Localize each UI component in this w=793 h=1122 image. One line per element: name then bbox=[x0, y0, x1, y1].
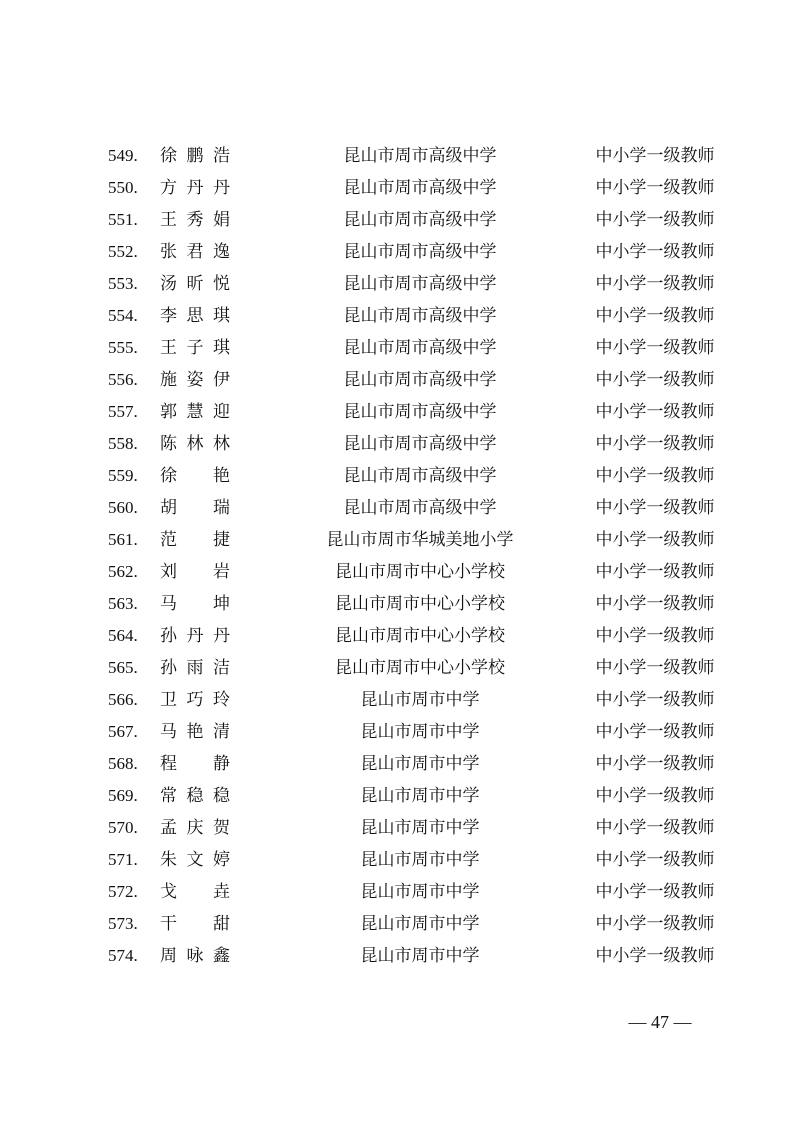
row-number: 559. bbox=[108, 466, 138, 485]
table-row bbox=[0, 268, 793, 300]
teacher-name: 孙 雨 洁 bbox=[160, 658, 230, 678]
school-name: 昆山市周市高级中学 bbox=[343, 178, 497, 198]
teacher-title: 中小学一级教师 bbox=[595, 754, 715, 774]
school-name: 昆山市周市中学 bbox=[360, 722, 480, 742]
row-number: 561. bbox=[108, 530, 138, 549]
teacher-title: 中小学一级教师 bbox=[595, 146, 715, 166]
teacher-title: 中小学一级教师 bbox=[595, 274, 715, 294]
teacher-name: 徐 鹏 浩 bbox=[160, 146, 230, 166]
school-name: 昆山市周市中心小学校 bbox=[335, 626, 505, 646]
school-name: 昆山市周市中心小学校 bbox=[335, 658, 505, 678]
row-number: 556. bbox=[108, 370, 138, 389]
table-row bbox=[0, 204, 793, 236]
teacher-name: 孙 丹 丹 bbox=[160, 626, 230, 646]
teacher-title: 中小学一级教师 bbox=[595, 946, 715, 966]
teacher-name: 程 静 bbox=[160, 754, 230, 774]
row-number: 550. bbox=[108, 178, 138, 197]
row-number: 565. bbox=[108, 658, 138, 677]
teacher-name: 戈 垚 bbox=[160, 882, 230, 902]
table-row bbox=[0, 140, 793, 172]
table-row bbox=[0, 620, 793, 652]
teacher-name: 刘 岩 bbox=[160, 562, 230, 582]
school-name: 昆山市周市中学 bbox=[360, 914, 480, 934]
teacher-name: 王 秀 娟 bbox=[160, 210, 230, 230]
teacher-name: 汤 昕 悦 bbox=[160, 274, 230, 294]
school-name: 昆山市周市中学 bbox=[360, 754, 480, 774]
teacher-title: 中小学一级教师 bbox=[595, 626, 715, 646]
row-number: 551. bbox=[108, 210, 138, 229]
table-row bbox=[0, 172, 793, 204]
teacher-name: 孟 庆 贺 bbox=[160, 818, 230, 838]
table-row bbox=[0, 780, 793, 812]
teacher-title: 中小学一级教师 bbox=[595, 370, 715, 390]
teacher-title: 中小学一级教师 bbox=[595, 178, 715, 198]
school-name: 昆山市周市高级中学 bbox=[343, 306, 497, 326]
row-number: 564. bbox=[108, 626, 138, 645]
teacher-name: 马 艳 清 bbox=[160, 722, 230, 742]
teacher-name: 干 甜 bbox=[160, 914, 230, 934]
row-number: 567. bbox=[108, 722, 138, 741]
row-number: 549. bbox=[108, 146, 138, 165]
table-row bbox=[0, 908, 793, 940]
teacher-name: 朱 文 婷 bbox=[160, 850, 230, 870]
teacher-name: 陈 林 林 bbox=[160, 434, 230, 454]
school-name: 昆山市周市高级中学 bbox=[343, 338, 497, 358]
row-number: 572. bbox=[108, 882, 138, 901]
table-row bbox=[0, 428, 793, 460]
row-number: 558. bbox=[108, 434, 138, 453]
teacher-title: 中小学一级教师 bbox=[595, 594, 715, 614]
teacher-name: 周 咏 鑫 bbox=[160, 946, 230, 966]
school-name: 昆山市周市高级中学 bbox=[343, 274, 497, 294]
row-number: 571. bbox=[108, 850, 138, 869]
table-row bbox=[0, 812, 793, 844]
teacher-title: 中小学一级教师 bbox=[595, 466, 715, 486]
row-number: 555. bbox=[108, 338, 138, 357]
table-row bbox=[0, 460, 793, 492]
teacher-name: 方 丹 丹 bbox=[160, 178, 230, 198]
teacher-title: 中小学一级教师 bbox=[595, 850, 715, 870]
table-row bbox=[0, 940, 793, 972]
row-number: 566. bbox=[108, 690, 138, 709]
teacher-title: 中小学一级教师 bbox=[595, 338, 715, 358]
school-name: 昆山市周市中学 bbox=[360, 786, 480, 806]
teacher-title: 中小学一级教师 bbox=[595, 306, 715, 326]
school-name: 昆山市周市中学 bbox=[360, 850, 480, 870]
row-number: 562. bbox=[108, 562, 138, 581]
teacher-name: 王 子 琪 bbox=[160, 338, 230, 358]
table-row bbox=[0, 492, 793, 524]
row-number: 554. bbox=[108, 306, 138, 325]
teacher-name: 范 捷 bbox=[160, 530, 230, 550]
teacher-title: 中小学一级教师 bbox=[595, 690, 715, 710]
table-row bbox=[0, 364, 793, 396]
row-number: 573. bbox=[108, 914, 138, 933]
teacher-title: 中小学一级教师 bbox=[595, 818, 715, 838]
school-name: 昆山市周市中心小学校 bbox=[335, 562, 505, 582]
school-name: 昆山市周市华城美地小学 bbox=[326, 530, 514, 550]
row-number: 553. bbox=[108, 274, 138, 293]
table-row bbox=[0, 684, 793, 716]
teacher-name: 胡 瑞 bbox=[160, 498, 230, 518]
teacher-name: 施 姿 伊 bbox=[160, 370, 230, 390]
school-name: 昆山市周市高级中学 bbox=[343, 434, 497, 454]
table-row bbox=[0, 652, 793, 684]
teacher-title: 中小学一级教师 bbox=[595, 562, 715, 582]
school-name: 昆山市周市中学 bbox=[360, 690, 480, 710]
teacher-title: 中小学一级教师 bbox=[595, 530, 715, 550]
school-name: 昆山市周市中心小学校 bbox=[335, 594, 505, 614]
row-number: 569. bbox=[108, 786, 138, 805]
table-row bbox=[0, 588, 793, 620]
teacher-name: 卫 巧 玲 bbox=[160, 690, 230, 710]
teacher-title: 中小学一级教师 bbox=[595, 402, 715, 422]
table-row bbox=[0, 556, 793, 588]
row-number: 570. bbox=[108, 818, 138, 837]
teacher-title: 中小学一级教师 bbox=[595, 914, 715, 934]
teacher-title: 中小学一级教师 bbox=[595, 210, 715, 230]
school-name: 昆山市周市高级中学 bbox=[343, 210, 497, 230]
teacher-title: 中小学一级教师 bbox=[595, 498, 715, 518]
school-name: 昆山市周市高级中学 bbox=[343, 146, 497, 166]
teacher-name: 马 坤 bbox=[160, 594, 230, 614]
teacher-name: 张 君 逸 bbox=[160, 242, 230, 262]
teacher-title: 中小学一级教师 bbox=[595, 722, 715, 742]
row-number: 552. bbox=[108, 242, 138, 261]
school-name: 昆山市周市高级中学 bbox=[343, 498, 497, 518]
teacher-name: 常 稳 稳 bbox=[160, 786, 230, 806]
table-row bbox=[0, 748, 793, 780]
table-row bbox=[0, 844, 793, 876]
teacher-title: 中小学一级教师 bbox=[595, 658, 715, 678]
row-number: 560. bbox=[108, 498, 138, 517]
row-number: 557. bbox=[108, 402, 138, 421]
teacher-title: 中小学一级教师 bbox=[595, 786, 715, 806]
table-row bbox=[0, 524, 793, 556]
teacher-title: 中小学一级教师 bbox=[595, 242, 715, 262]
row-number: 563. bbox=[108, 594, 138, 613]
teacher-name: 李 思 琪 bbox=[160, 306, 230, 326]
teacher-list bbox=[0, 140, 793, 972]
school-name: 昆山市周市中学 bbox=[360, 818, 480, 838]
table-row bbox=[0, 876, 793, 908]
school-name: 昆山市周市高级中学 bbox=[343, 466, 497, 486]
school-name: 昆山市周市高级中学 bbox=[343, 370, 497, 390]
table-row bbox=[0, 332, 793, 364]
table-row bbox=[0, 236, 793, 268]
table-row bbox=[0, 716, 793, 748]
teacher-title: 中小学一级教师 bbox=[595, 434, 715, 454]
page-number: — 47 — bbox=[628, 1012, 692, 1032]
teacher-title: 中小学一级教师 bbox=[595, 882, 715, 902]
school-name: 昆山市周市中学 bbox=[360, 946, 480, 966]
teacher-name: 郭 慧 迎 bbox=[160, 402, 230, 422]
row-number: 568. bbox=[108, 754, 138, 773]
row-number: 574. bbox=[108, 946, 138, 965]
school-name: 昆山市周市中学 bbox=[360, 882, 480, 902]
teacher-name: 徐 艳 bbox=[160, 466, 230, 486]
table-row bbox=[0, 396, 793, 428]
school-name: 昆山市周市高级中学 bbox=[343, 402, 497, 422]
school-name: 昆山市周市高级中学 bbox=[343, 242, 497, 262]
table-row bbox=[0, 300, 793, 332]
